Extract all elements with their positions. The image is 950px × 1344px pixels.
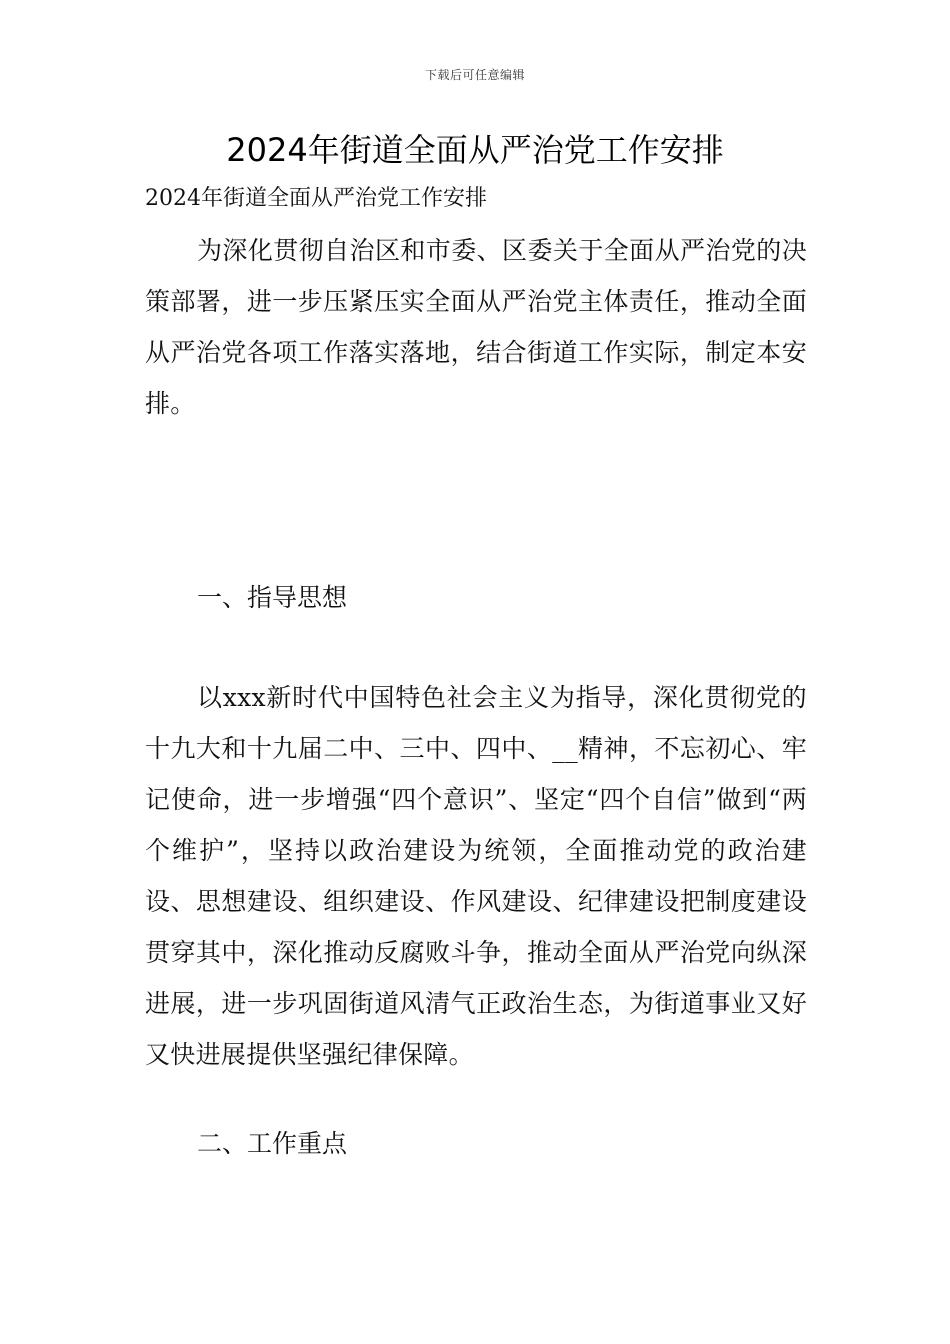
document-title: 2024年街道全面从严治党工作安排 <box>226 131 724 169</box>
section-heading-work-focus: 二、工作重点 <box>197 1129 348 1158</box>
section-body-guiding-ideology: 以xxx新时代中国特色社会主义为指导，深化贯彻党的十九大和十九届二中、三中、四中、__精神，不忘初心、牢记使命，进一步增强“四个意识”、坚定“四个自信”做到“两个维护”，坚持以政治建设为统领，全面推动党的政治建设、思想建设、组织建设、作风建设、纪律建设把制度建设贯穿其中，深化推动反腐败斗争，推动全面从严治党向纵深进展，进一步巩固街道风清气正政治生态，为街道事业又好又快进展提供坚强纪律保障。 <box>145 683 807 1069</box>
document-subtitle: 2024年街道全面从严治党工作安排 <box>145 186 487 211</box>
section-heading-guiding-ideology: 一、指导思想 <box>197 583 348 612</box>
header-note: 下载后可任意编辑 <box>424 68 525 82</box>
intro-paragraph: 为深化贯彻自治区和市委、区委关于全面从严治党的决策部署，进一步压紧压实全面从严治党主体责任，推动全面从严治党各项工作落实落地，结合街道工作实际，制定本安排。 <box>145 236 807 418</box>
